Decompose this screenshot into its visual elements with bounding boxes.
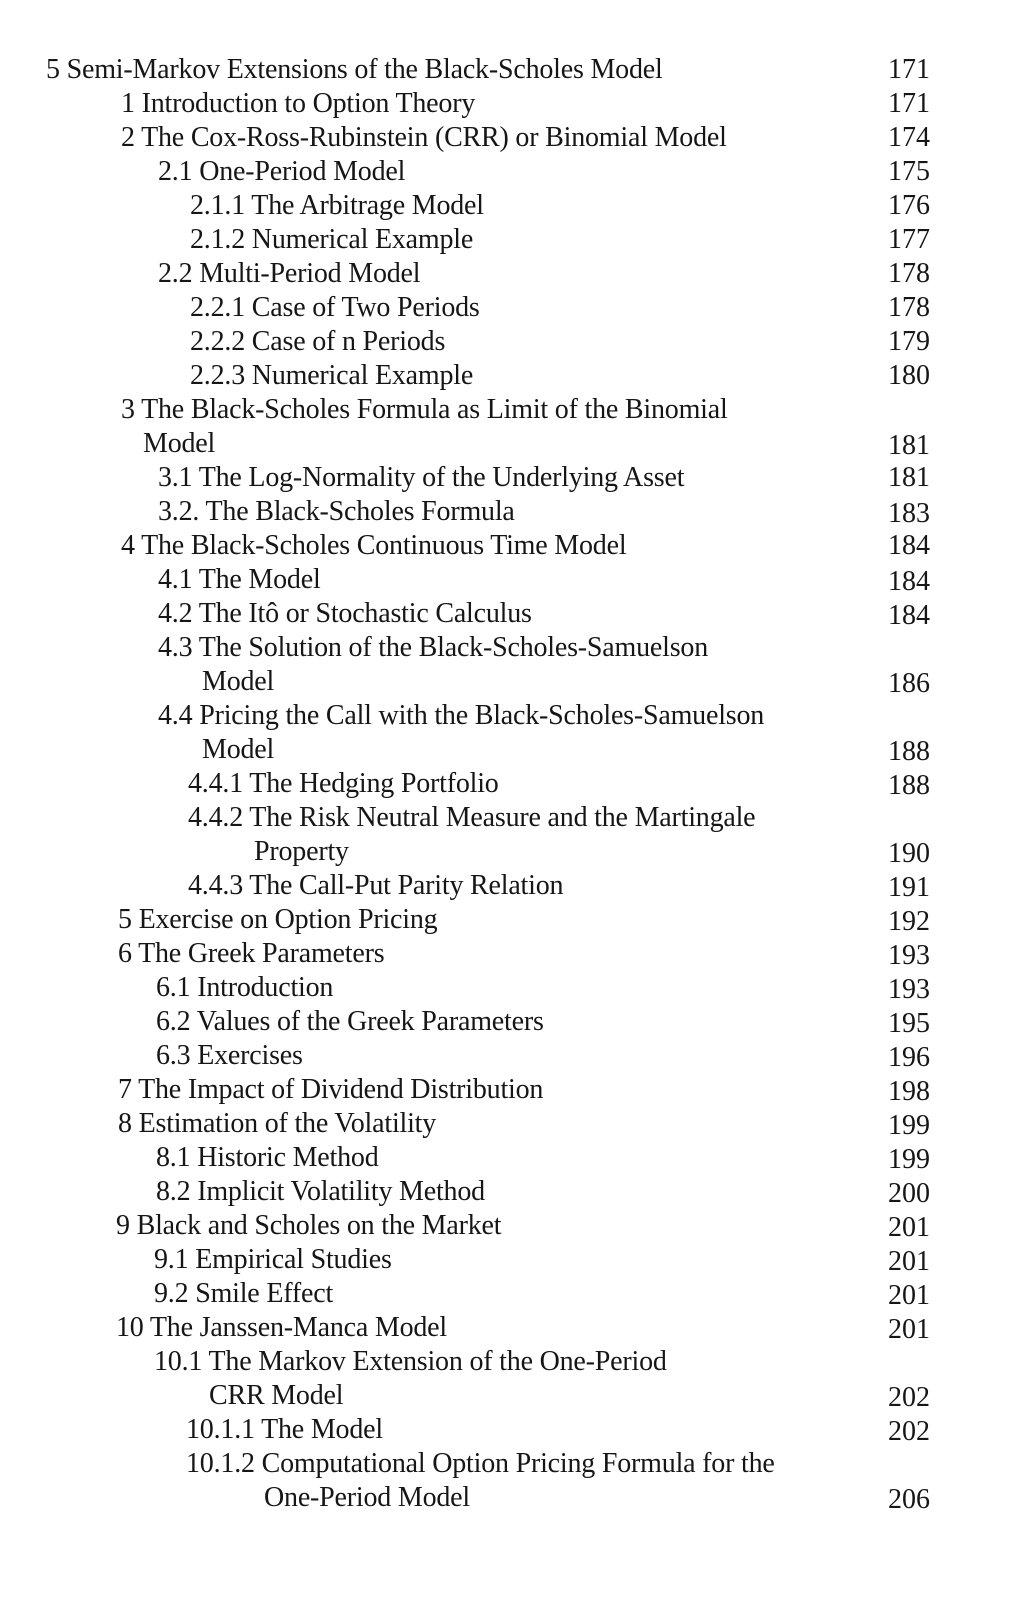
toc-page-number: 192: [888, 906, 930, 937]
toc-page-number: 181: [888, 462, 930, 493]
toc-entry-title: 10.1.2 Computational Option Pricing Formula for the: [186, 1448, 775, 1479]
toc-entry-title: 8.2 Implicit Volatility Method: [156, 1176, 485, 1207]
toc-page-number: 179: [888, 326, 930, 357]
toc-entry-title: 2.1.1 The Arbitrage Model: [190, 190, 484, 221]
toc-page-number: 174: [888, 122, 930, 153]
toc-entry-title-continuation: Model: [202, 734, 275, 765]
toc-page-number: 181: [888, 430, 930, 461]
toc-page-number: 188: [888, 736, 930, 767]
toc-entry-title: 6.2 Values of the Greek Parameters: [156, 1006, 544, 1037]
toc-entry-title: 7 The Impact of Dividend Distribution: [118, 1074, 544, 1105]
toc-entry-title: 2.2.3 Numerical Example: [190, 360, 474, 391]
toc-entry-title: 2.2.2 Case of n Periods: [190, 326, 446, 357]
toc-entry-title-continuation: CRR Model: [209, 1380, 344, 1411]
toc-entry-title: 2.1 One-Period Model: [158, 156, 406, 187]
toc-page-number: 178: [888, 258, 930, 289]
toc-entry-title-continuation: Model: [143, 428, 216, 459]
toc-entry-title: 3 The Black-Scholes Formula as Limit of the Binomial: [121, 394, 728, 425]
toc-entry-title: 4 The Black-Scholes Continuous Time Model: [121, 530, 627, 561]
toc-entry-title: 8 Estimation of the Volatility: [118, 1108, 437, 1139]
toc-entry-title: 10.1 The Markov Extension of the One-Period: [154, 1346, 667, 1377]
toc-page-number: 201: [888, 1314, 930, 1345]
toc-entry-title: 4.4.2 The Risk Neutral Measure and the Martingale: [188, 802, 756, 833]
toc-entry-title: 2.2.1 Case of Two Periods: [190, 292, 480, 323]
toc-entry-title: 6.3 Exercises: [156, 1040, 303, 1071]
toc-page-number: 202: [888, 1416, 930, 1447]
toc-entry-title: 2.2 Multi-Period Model: [158, 258, 421, 289]
toc-entry-title: 1 Introduction to Option Theory: [121, 88, 476, 119]
toc-entry-title: 4.4.3 The Call-Put Parity Relation: [188, 870, 564, 901]
toc-page-number: 199: [888, 1144, 930, 1175]
toc-entry-title: 3.2. The Black-Scholes Formula: [158, 496, 515, 527]
toc-entry-title: 4.3 The Solution of the Black-Scholes-Samuelson: [158, 632, 709, 663]
toc-entry-title: 4.4.1 The Hedging Portfolio: [188, 768, 499, 799]
toc-entry-title: 2 The Cox-Ross-Rubinstein (CRR) or Binomial Model: [121, 122, 727, 153]
toc-page-number: 196: [888, 1042, 930, 1073]
toc-page-number: 190: [888, 838, 930, 869]
toc-page-number: 191: [888, 872, 930, 903]
toc-page-number: 193: [888, 940, 930, 971]
toc-entry-title: 3.1 The Log-Normality of the Underlying Asset: [158, 462, 685, 493]
toc-entry-title: 10 The Janssen-Manca Model: [116, 1312, 447, 1343]
toc-page-number: 175: [888, 156, 930, 187]
toc-page-number: 201: [888, 1246, 930, 1277]
toc-page-number: 180: [888, 360, 930, 391]
toc-page-number: 184: [888, 600, 930, 631]
toc-entry-title: 5 Exercise on Option Pricing: [118, 904, 438, 935]
toc-page-number: 199: [888, 1110, 930, 1141]
toc-page-number: 198: [888, 1076, 930, 1107]
toc-entry-title: 4.2 The Itô or Stochastic Calculus: [158, 598, 532, 629]
toc-page-number: 202: [888, 1382, 930, 1413]
toc-page-number: 206: [888, 1484, 930, 1515]
toc-entry-title: 10.1.1 The Model: [186, 1414, 383, 1445]
toc-page-number: 188: [888, 770, 930, 801]
toc-entry-title: 5 Semi-Markov Extensions of the Black-Scholes Model: [46, 54, 663, 85]
toc-page-number: 178: [888, 292, 930, 323]
toc-entry-title: 9.2 Smile Effect: [154, 1278, 334, 1309]
toc-page-number: 200: [888, 1178, 930, 1209]
toc-entry-title: 2.1.2 Numerical Example: [190, 224, 474, 255]
toc-entry-title: 8.1 Historic Method: [156, 1142, 379, 1173]
toc-entry-title: 9 Black and Scholes on the Market: [116, 1210, 502, 1241]
toc-page-number: 193: [888, 974, 930, 1005]
toc-page-number: 201: [888, 1212, 930, 1243]
toc-entry-title-continuation: Model: [202, 666, 275, 697]
toc-page-number: 184: [888, 530, 930, 561]
toc-page-number: 201: [888, 1280, 930, 1311]
toc-page-number: 184: [888, 566, 930, 597]
toc-page-number: 186: [888, 668, 930, 699]
toc-entry-title: 4.1 The Model: [158, 564, 321, 595]
toc-entry-title-continuation: Property: [254, 836, 349, 867]
toc-entry-title: 6 The Greek Parameters: [118, 938, 385, 969]
toc-entry-title-continuation: One-Period Model: [264, 1482, 470, 1513]
toc-entry-title: 9.1 Empirical Studies: [154, 1244, 392, 1275]
toc-entry-title: 6.1 Introduction: [156, 972, 334, 1003]
toc-page-number: 183: [888, 498, 930, 529]
toc-page-number: 177: [888, 224, 930, 255]
toc-page-number: 195: [888, 1008, 930, 1039]
toc-page-number: 171: [888, 54, 930, 85]
toc-entry-title: 4.4 Pricing the Call with the Black-Scholes-Samuelson: [158, 700, 765, 731]
toc-page-number: 176: [888, 190, 930, 221]
toc-page-number: 171: [888, 88, 930, 119]
